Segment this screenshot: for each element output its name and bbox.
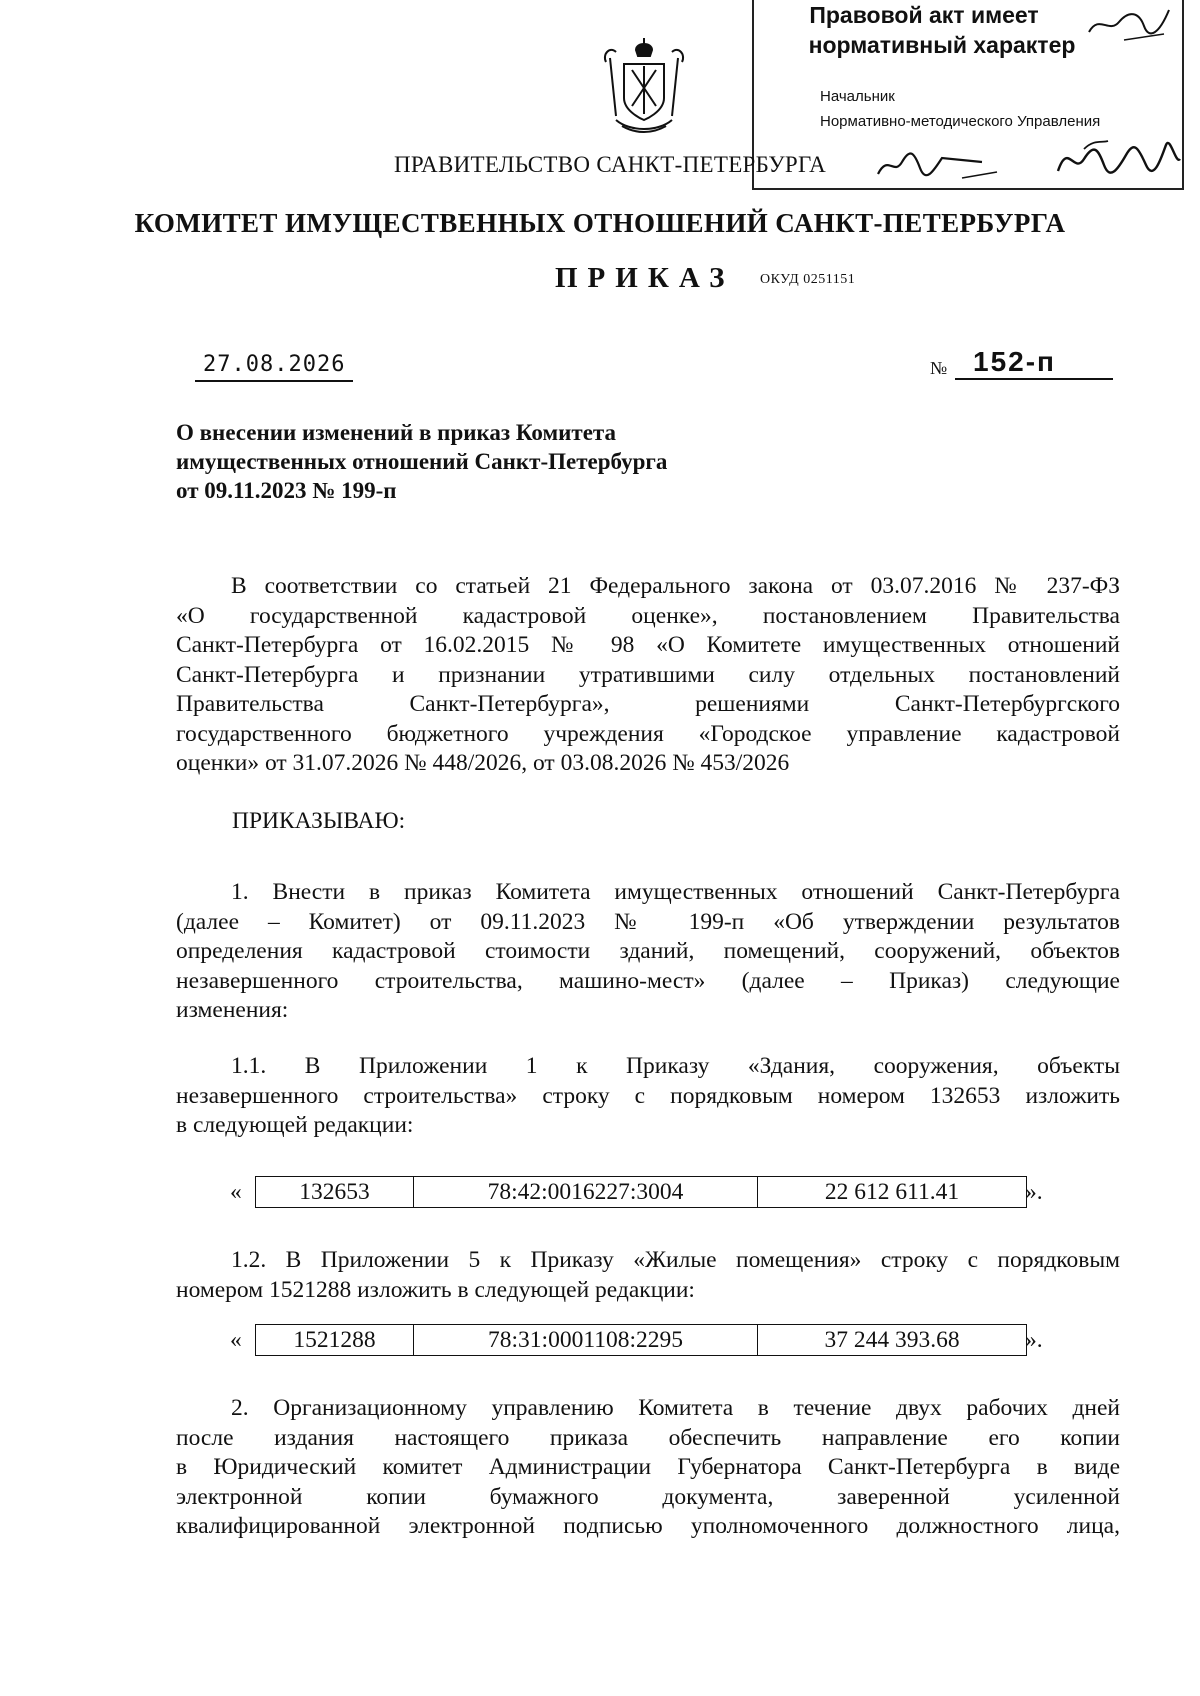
preamble-paragraph (176, 572, 1120, 779)
item-1-paragraph (176, 878, 1120, 1026)
preamble-line: В соответствии со статьей 21 Федерального закона от 03.07.2016 № 237-ФЗ (231, 573, 1120, 599)
document-date: 27.08.2026 (195, 350, 353, 382)
table-cell-ordinal: 1521288 (256, 1325, 414, 1355)
number-label: № (930, 358, 948, 378)
table-2 (255, 1324, 1027, 1356)
stamp-position-2: Нормативно-методического Управления (820, 113, 1101, 130)
document-type: ПРИКАЗ (555, 262, 735, 294)
open-quote: « (230, 1179, 242, 1205)
table-cell-cadastral-number: 78:42:0016227:3004 (414, 1177, 758, 1207)
close-quote: ». (1025, 1179, 1043, 1205)
item-1-line: изменения: (176, 997, 289, 1023)
item-1-line: 1. Внести в приказ Комитета имущественных отношений Санкт-Петербурга (231, 879, 1120, 905)
item-1-1-paragraph (176, 1052, 1120, 1141)
document-subject (176, 418, 667, 505)
preamble-line: «О государственной кадастровой оценке», постановлением Правительства (176, 602, 1120, 629)
committee-title: КОМИТЕТ ИМУЩЕСТВЕННЫХ ОТНОШЕНИЙ САНКТ-ПЕТЕРБУРГА (134, 208, 1066, 238)
okud-code: ОКУД 0251151 (760, 272, 856, 287)
stamp-position-1: Начальник (820, 88, 895, 105)
government-title: ПРАВИТЕЛЬСТВО САНКТ-ПЕТЕРБУРГА (393, 152, 827, 177)
item-2-line: после издания настоящего приказа обеспечить направление его копии (176, 1424, 1120, 1451)
subject-line: имущественных отношений Санкт-Петербурга (176, 449, 668, 474)
document-number: 152-п (955, 346, 1113, 380)
preamble-line: государственного бюджетного учреждения «Городское управление кадастровой (176, 720, 1120, 747)
table-cell-ordinal: 132653 (256, 1177, 414, 1207)
item-1-line: (далее – Комитет) от 09.11.2023 № 199-п «Об утверждении результатов (176, 908, 1120, 935)
order-word: ПРИКАЗЫВАЮ: (232, 808, 406, 834)
preamble-line: Санкт-Петербурга и признании утратившими силу отдельных постановлений (176, 661, 1120, 688)
item-1-line: определения кадастровой стоимости зданий, помещений, сооружений, объектов (176, 938, 1120, 964)
item-2-paragraph (176, 1394, 1120, 1542)
table-cell-cadastral-value: 22 612 611.41 (824, 1179, 960, 1205)
preamble-line: Санкт-Петербурга от 16.02.2015 № 98 «О Комитете имущественных отношений (176, 632, 1120, 658)
table-cell-cadastral-value: 37 244 393.68 (824, 1327, 960, 1353)
subject-line: О внесении изменений в приказ Комитета (176, 420, 616, 445)
item-1-2-line: номером 1521288 изложить в следующей редакции: (176, 1276, 695, 1303)
stamp-initials-signature (1084, 4, 1174, 44)
item-2-line: 2. Организационному управлению Комитета в течение двух рабочих дней (231, 1395, 1120, 1421)
stamp-line-2: нормативный характер (808, 32, 1076, 58)
table-cell-cadastral-number: 78:31:0001108:2295 (414, 1325, 758, 1355)
item-1-1-line: незавершенного строительства» строку с порядковым номером 132653 изложить (176, 1082, 1120, 1109)
preamble-line: Правительства Санкт-Петербурга», решениями Санкт-Петербургского (176, 691, 1120, 717)
item-1-1-line: в следующей редакции: (176, 1112, 414, 1138)
item-1-line: незавершенного строительства, машино-мест» (далее – Приказ) следующие (176, 967, 1120, 994)
item-2-line: в Юридический комитет Администрации Губернатора Санкт-Петербурга в виде (176, 1454, 1120, 1480)
subject-line: от 09.11.2023 № 199-п (176, 478, 397, 503)
stamp-line-1: Правовой акт имеет (809, 2, 1039, 28)
item-2-line: квалифицированной электронной подписью уполномоченного должностного лица, (176, 1513, 1120, 1539)
table-1 (255, 1176, 1027, 1208)
open-quote: « (230, 1327, 242, 1353)
preamble-line: оценки» от 31.07.2026 № 448/2026, от 03.08.2026 № 453/2026 (176, 750, 790, 776)
item-1-2-line: 1.2. В Приложении 5 к Приказу «Жилые помещения» строку с порядковым (231, 1247, 1120, 1273)
item-1-2-paragraph (176, 1246, 1120, 1305)
item-2-line: электронной копии бумажного документа, заверенной усиленной (176, 1483, 1120, 1510)
stamp-name-signature (1054, 135, 1184, 185)
item-1-1-line: 1.1. В Приложении 1 к Приказу «Здания, сооружения, объекты (231, 1053, 1120, 1079)
coat-of-arms-icon (596, 36, 692, 136)
close-quote: ». (1025, 1327, 1043, 1353)
